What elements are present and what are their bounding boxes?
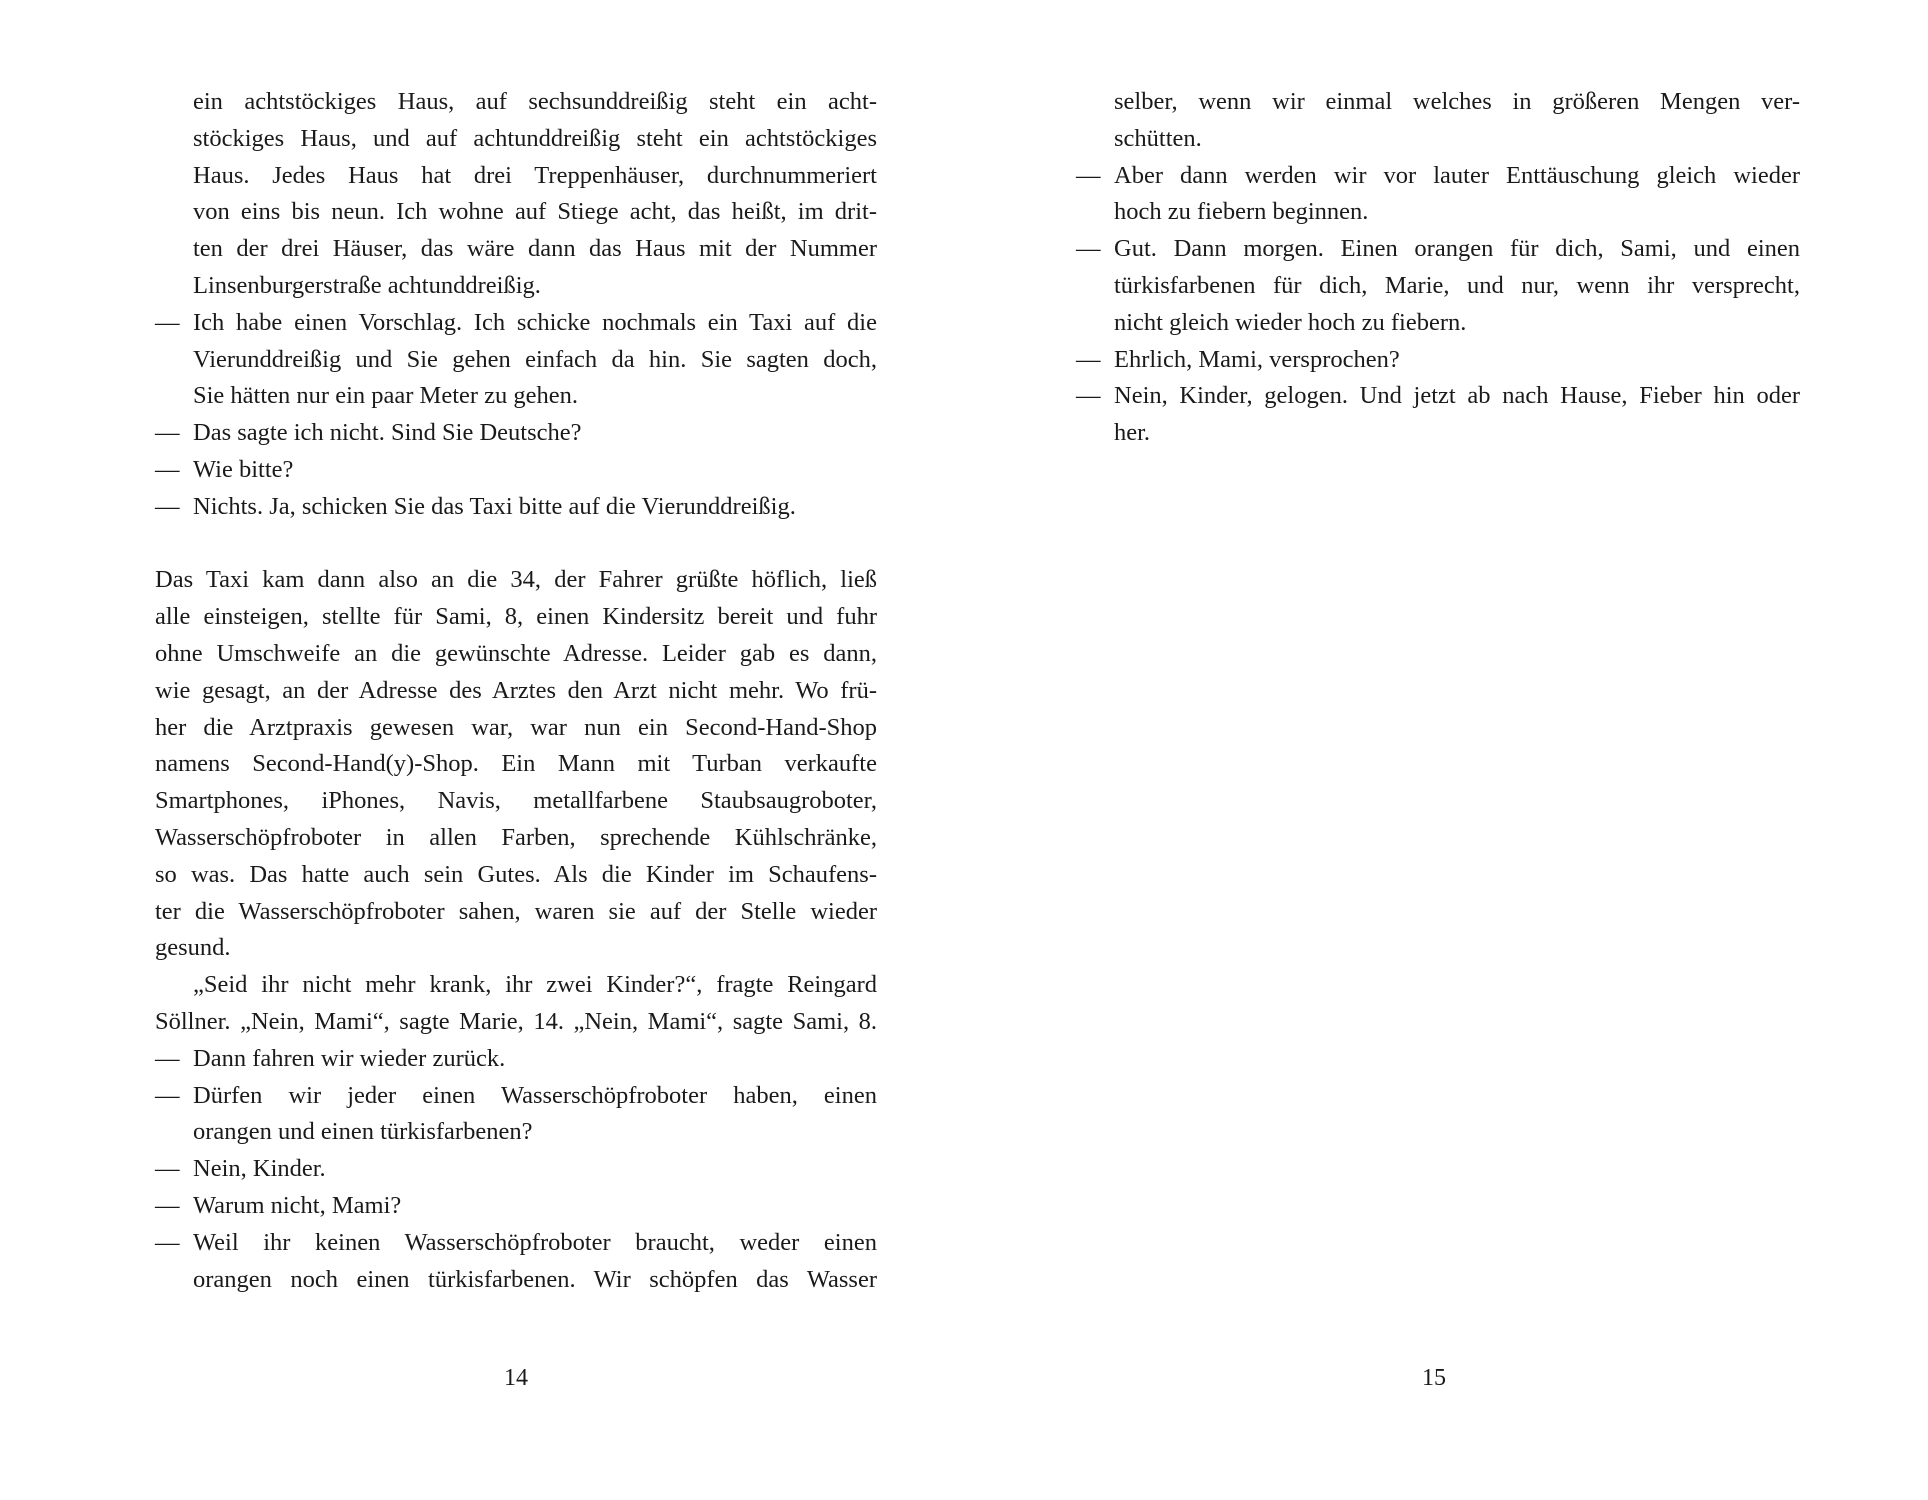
line-text: gesund.: [155, 934, 231, 962]
right-page-text: [1076, 84, 1800, 452]
line-text: Das Taxi kam dann also an die 34, der Fahrer grüßte höflich, ließ: [155, 566, 877, 594]
dialogue-line: [155, 1151, 877, 1188]
dialogue-dash: —: [155, 308, 180, 336]
text-line: [1076, 84, 1800, 121]
line-text: hoch zu fiebern beginnen.: [1114, 198, 1369, 226]
dialogue-dash: —: [155, 1155, 180, 1183]
dialogue-dash: —: [155, 1081, 180, 1109]
text-line: [155, 930, 877, 967]
line-text: Sie hätten nur ein paar Meter zu gehen.: [193, 382, 579, 410]
line-text: so was. Das hatte auch sein Gutes. Als die Kinder im Schaufens-: [155, 860, 877, 888]
dialogue-line: [155, 1225, 877, 1262]
line-text: her.: [1114, 419, 1151, 447]
text-line: [155, 967, 877, 1004]
dialogue-dash: —: [155, 1044, 180, 1072]
dialogue-line: [155, 305, 877, 342]
text-line: [155, 636, 877, 673]
text-line: [1076, 194, 1800, 231]
line-text: schütten.: [1114, 124, 1202, 152]
text-line: [155, 1004, 877, 1041]
dialogue-dash: —: [1076, 345, 1101, 373]
text-line: [1076, 415, 1800, 452]
text-line: [155, 158, 877, 195]
text-line: [1076, 121, 1800, 158]
line-text: orangen und einen türkisfarbenen?: [193, 1118, 533, 1146]
line-text: ohne Umschweife an die gewünschte Adresse. Leider gab es dann,: [155, 639, 877, 667]
line-text: Das sagte ich nicht. Sind Sie Deutsche?: [193, 419, 582, 447]
text-line: [155, 231, 877, 268]
line-text: „Seid ihr nicht mehr krank, ihr zwei Kinder?“, fragte Reingard: [193, 971, 877, 999]
line-text: Smartphones, iPhones, Navis, metallfarbene Staubsaugroboter,: [155, 787, 877, 815]
dialogue-dash: —: [155, 1228, 180, 1256]
dialogue-line: [1076, 231, 1800, 268]
line-text: Nichts. Ja, schicken Sie das Taxi bitte auf die Vierunddreißig.: [193, 492, 796, 520]
text-line: [155, 194, 877, 231]
dialogue-dash: —: [155, 419, 180, 447]
text-line: [155, 268, 877, 305]
line-text: Dann fahren wir wieder zurück.: [193, 1044, 506, 1072]
text-line: [155, 121, 877, 158]
line-text: ten der drei Häuser, das wäre dann das Haus mit der Nummer: [193, 235, 877, 263]
text-line: [155, 710, 877, 747]
dialogue-line: [1076, 342, 1800, 379]
left-page-text: [155, 84, 877, 1298]
text-line: [155, 783, 877, 820]
line-text: namens Second-Hand(y)-Shop. Ein Mann mit Turban verkaufte: [155, 750, 877, 778]
text-line: [155, 562, 877, 599]
line-text: alle einsteigen, stellte für Sami, 8, einen Kindersitz bereit und fuhr: [155, 603, 877, 631]
text-line: [155, 84, 877, 121]
text-line: [155, 1262, 877, 1299]
text-line: [1076, 305, 1800, 342]
dialogue-line: [155, 1078, 877, 1115]
text-line: [155, 342, 877, 379]
dialogue-line: [155, 1041, 877, 1078]
line-text: Nein, Kinder, gelogen. Und jetzt ab nach Hause, Fieber hin oder: [1114, 382, 1800, 410]
line-text: her die Arztpraxis gewesen war, war nun ein Second-Hand-Shop: [155, 713, 877, 741]
dialogue-line: [1076, 158, 1800, 195]
line-text: orangen noch einen türkisfarbenen. Wir schöpfen das Wasser: [193, 1265, 877, 1293]
dialogue-dash: —: [155, 1191, 180, 1219]
text-line: [155, 1114, 877, 1151]
text-line: [155, 673, 877, 710]
line-text: von eins bis neun. Ich wohne auf Stiege acht, das heißt, im drit-: [193, 198, 877, 226]
dialogue-dash: —: [1076, 235, 1101, 263]
dialogue-line: [155, 452, 877, 489]
line-text: Wie bitte?: [193, 455, 294, 483]
line-text: wie gesagt, an der Adresse des Arztes den Arzt nicht mehr. Wo frü-: [155, 676, 877, 704]
text-line: [155, 378, 877, 415]
dialogue-dash: —: [1076, 382, 1101, 410]
line-text: Nein, Kinder.: [193, 1155, 326, 1183]
line-text: stöckiges Haus, und auf achtunddreißig steht ein achtstöckiges: [193, 124, 877, 152]
text-line: [155, 599, 877, 636]
dialogue-line: [1076, 378, 1800, 415]
dialogue-line: [155, 489, 877, 526]
text-line: [1076, 268, 1800, 305]
line-text: Weil ihr keinen Wasserschöpfroboter braucht, weder einen: [193, 1228, 877, 1256]
line-text: Warum nicht, Mami?: [193, 1191, 402, 1219]
dialogue-dash: —: [155, 492, 180, 520]
line-text: ter die Wasserschöpfroboter sahen, waren sie auf der Stelle wieder: [155, 897, 877, 925]
text-line: [155, 894, 877, 931]
dialogue-line: [155, 1188, 877, 1225]
line-text: Ehrlich, Mami, versprochen?: [1114, 345, 1400, 373]
text-line: [155, 857, 877, 894]
line-text: türkisfarbenen für dich, Marie, und nur, wenn ihr versprecht,: [1114, 271, 1800, 299]
line-text: Linsenburgerstraße achtunddreißig.: [193, 271, 541, 299]
line-text: Vierunddreißig und Sie gehen einfach da hin. Sie sagten doch,: [193, 345, 877, 373]
line-text: Dürfen wir jeder einen Wasserschöpfroboter haben, einen: [193, 1081, 877, 1109]
blank-line: [155, 526, 877, 563]
line-text: Haus. Jedes Haus hat drei Treppenhäuser, durchnummeriert: [193, 161, 877, 189]
line-text: nicht gleich wieder hoch zu fiebern.: [1114, 308, 1467, 336]
dialogue-line: [155, 415, 877, 452]
line-text: Wasserschöpfroboter in allen Farben, sprechende Kühlschränke,: [155, 823, 877, 851]
text-line: [155, 820, 877, 857]
line-text: selber, wenn wir einmal welches in größeren Mengen ver-: [1114, 88, 1800, 115]
text-line: [155, 746, 877, 783]
page-number-right: 15: [1422, 1365, 1446, 1391]
line-text: Söllner. „Nein, Mami“, sagte Marie, 14. „Nein, Mami“, sagte Sami, 8.: [155, 1007, 877, 1035]
line-text: Ich habe einen Vorschlag. Ich schicke nochmals ein Taxi auf die: [193, 308, 877, 336]
page-number-left: 14: [504, 1365, 528, 1391]
line-text: Gut. Dann morgen. Einen orangen für dich, Sami, und einen: [1114, 235, 1800, 263]
dialogue-dash: —: [155, 455, 180, 483]
line-text: ein achtstöckiges Haus, auf sechsunddreißig steht ein acht-: [193, 88, 877, 115]
line-text: Aber dann werden wir vor lauter Enttäuschung gleich wieder: [1114, 161, 1800, 189]
dialogue-dash: —: [1076, 161, 1101, 189]
